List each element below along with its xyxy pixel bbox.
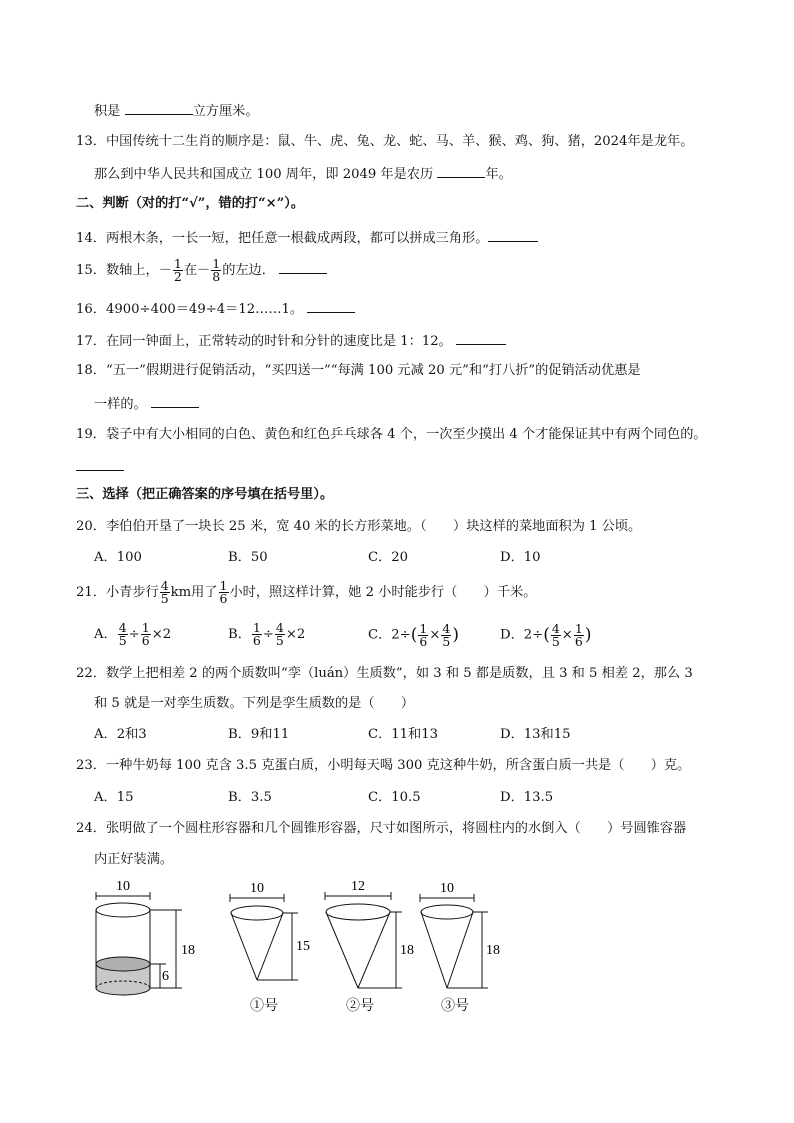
q13-text-before: 那么到中华人民共和国成立 100 周年，即 2049 年是农历	[94, 167, 438, 182]
q21-text-pre: 21．小青步行	[76, 585, 159, 600]
answer-blank[interactable]	[437, 163, 485, 178]
q21-text-post: 小时，照这样计算，她 2 小时能步行（ ）千米。	[229, 585, 537, 600]
q16-text: 16．4900÷400＝49÷4＝12……1。	[76, 302, 304, 317]
q18-line1: 18．“五一”假期进行促销活动，“买四送一”“每满 100 元减 20 元”和“打八折”的促销活动优惠是	[76, 363, 641, 378]
cone-1	[230, 894, 298, 980]
q21-option-b[interactable]: B． $\frac{1}{6}$ ÷ $\frac{4}{5}$ ×2	[228, 620, 306, 648]
q15-text-post: 的左边．	[222, 263, 275, 278]
q15-text-mid: 在－	[183, 263, 211, 278]
fraction: $\frac{1}{6}$	[419, 620, 428, 649]
water-height-label: 6	[162, 969, 169, 984]
cylinder	[96, 892, 182, 995]
fraction: $\frac{4}{5}$	[551, 620, 560, 649]
fraction: $\frac{1}{6}$	[219, 578, 228, 606]
q17	[76, 330, 506, 352]
q20-option-d[interactable]: D．10	[500, 550, 541, 565]
q22-line2: 和 5 就是一对孪生质数。下列是孪生质数的是（ ）	[94, 696, 415, 711]
q22-option-a[interactable]: A．2和3	[94, 727, 147, 742]
cone-1-height-label: 15	[296, 939, 310, 954]
answer-blank[interactable]	[488, 227, 538, 242]
q23-option-b[interactable]: B．3.5	[228, 790, 272, 805]
q20-option-a[interactable]: A．100	[94, 550, 142, 565]
q20: 20．李伯伯开垦了一块长 25 米，宽 40 米的长方形菜地。（ ）块这样的菜地面积为 1 公顷。	[76, 519, 642, 534]
q16	[76, 298, 355, 320]
fraction: $\frac{1}{6}$	[252, 620, 261, 648]
cylinder-diameter-label: 10	[116, 879, 130, 894]
cone-2-height-label: 18	[400, 943, 414, 958]
answer-blank[interactable]	[456, 330, 506, 345]
cylinder-height-label: 18	[181, 943, 195, 958]
q15-text-pre: 15．数轴上，－	[76, 263, 172, 278]
q23-option-d[interactable]: D．13.5	[500, 790, 554, 805]
q19: 19．袋子中有大小相同的白色、黄色和红色乒乓球各 4 个，一次至少摸出 4 个才能保证其中有两个同色的。	[76, 427, 707, 442]
q22-option-b[interactable]: B．9和11	[228, 727, 290, 742]
fraction: $\frac{1}{2}$	[173, 256, 182, 284]
cone-1-number-label: ①号	[250, 999, 278, 1014]
cone-3	[420, 894, 488, 988]
q12-tail	[94, 100, 259, 122]
cone-1-diameter-label: 10	[250, 881, 264, 896]
cone-2-number-label: ②号	[346, 999, 374, 1014]
q21-option-a[interactable]: A． $\frac{4}{5}$ ÷ $\frac{1}{6}$ ×2	[94, 620, 172, 648]
section-3-title: 三、选择（把正确答案的序号填在括号里）。	[76, 487, 334, 502]
q22-option-c[interactable]: C．11和13	[368, 727, 439, 742]
q21	[76, 578, 536, 608]
q15	[76, 256, 327, 286]
q18-text: 一样的。	[94, 397, 147, 412]
answer-blank[interactable]	[307, 298, 355, 313]
fraction: $\frac{1}{6}$	[141, 620, 150, 648]
section-2-title: 二、判断（对的打“√”，错的打“×”）。	[76, 196, 305, 211]
q21-text-unit: km用了	[170, 585, 218, 600]
q14-text: 14．两根木条，一长一短，把任意一根截成两段，都可以拼成三角形。	[76, 231, 489, 246]
q23-option-c[interactable]: C．10.5	[368, 790, 421, 805]
cone-3-height-label: 18	[486, 943, 500, 958]
cone-2-diameter-label: 12	[351, 879, 365, 894]
q17-text: 17．在同一钟面上，正常转动的时针和分针的速度比是 1：12。	[76, 334, 452, 349]
q14	[76, 227, 538, 249]
fraction: $\frac{1}{8}$	[212, 256, 221, 284]
fraction: $\frac{4}{5}$	[442, 620, 451, 649]
cone-2	[325, 892, 402, 988]
fraction: $\frac{4}{5}$	[160, 578, 169, 606]
q18-line2	[94, 393, 199, 415]
fraction: $\frac{4}{5}$	[275, 620, 284, 648]
q21-option-d[interactable]: D．2÷( $\frac{4}{5}$ × $\frac{1}{6}$ )	[500, 620, 592, 649]
q20-option-c[interactable]: C．20	[368, 550, 409, 565]
answer-blank[interactable]	[151, 393, 199, 408]
answer-blank[interactable]	[279, 259, 327, 274]
q24-line1: 24．张明做了一个圆柱形容器和几个圆锥形容器，尺寸如图所示，将圆柱内的水倒入（ ）号圆锥容器	[76, 821, 687, 836]
q21-option-c[interactable]: C．2÷( $\frac{1}{6}$ × $\frac{4}{5}$ )	[368, 620, 459, 649]
q22-option-d[interactable]: D．13和15	[500, 727, 571, 742]
q22-line1: 22．数学上把相差 2 的两个质数叫“孪（luán）生质数”，如 3 和 5 都是质数，且 3 和 5 相差 2，那么 3	[76, 666, 693, 681]
q13-text-after: 年。	[485, 167, 512, 182]
q13-line2	[94, 163, 512, 185]
q23: 23．一种牛奶每 100 克含 3.5 克蛋白质，小明每天喝 300 克这种牛奶，所含蛋白质一共是（ ）克。	[76, 758, 691, 773]
q19-blank-line	[76, 456, 124, 478]
fraction: $\frac{4}{5}$	[118, 620, 127, 648]
containers-figure	[0, 876, 794, 1026]
q24-line2: 内正好装满。	[94, 852, 174, 867]
q23-option-a[interactable]: A．15	[94, 790, 134, 805]
cone-3-diameter-label: 10	[440, 881, 454, 896]
q20-option-b[interactable]: B．50	[228, 550, 268, 565]
answer-blank[interactable]	[125, 100, 193, 115]
q12-text-before: 积是	[94, 104, 125, 119]
fraction: $\frac{1}{6}$	[574, 620, 583, 649]
cone-3-number-label: ③号	[441, 999, 469, 1014]
answer-blank[interactable]	[76, 456, 124, 471]
q13-line1: 13．中国传统十二生肖的顺序是：鼠、牛、虎、兔、龙、蛇、马、羊、猴、鸡、狗、猪，2024年是龙年。	[76, 134, 694, 149]
q12-text-after: 立方厘米。	[192, 104, 259, 119]
